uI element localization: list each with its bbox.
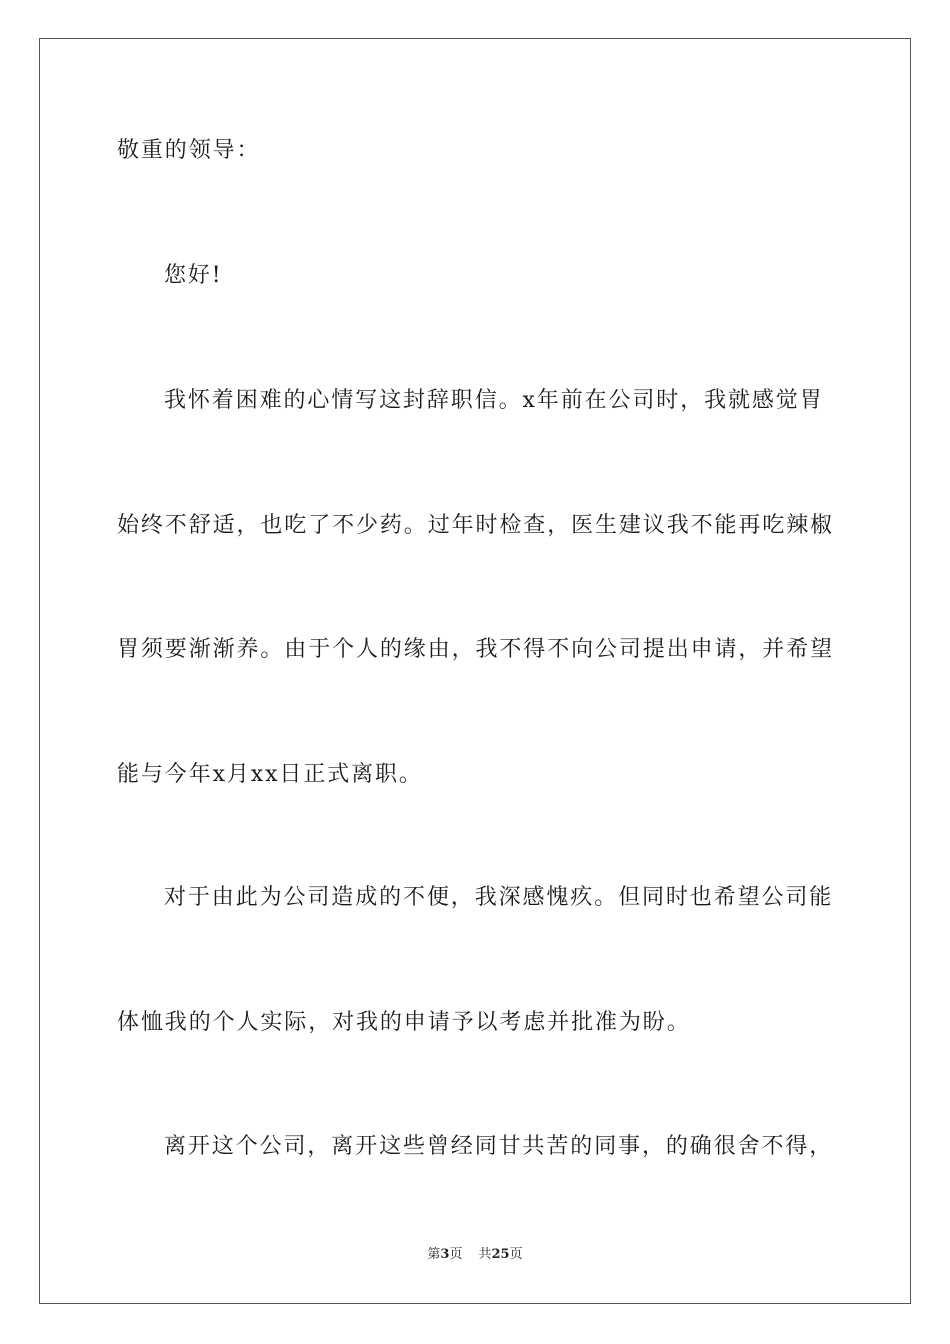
salutation: 敬重的领导： bbox=[117, 138, 261, 163]
total-prefix: 共 bbox=[478, 1247, 492, 1262]
total-pages: 25 bbox=[491, 1247, 510, 1262]
greeting: 您好! bbox=[164, 263, 223, 288]
body-line-1: 我怀着困难的心情写这封辞职信。x年前在公司时，我就感觉胃 bbox=[164, 388, 824, 413]
body-line-4: 能与今年x月xx日正式离职。 bbox=[117, 762, 423, 787]
body-line-2: 始终不舒适，也吃了不少药。过年时检查，医生建议我不能再吃辣椒 bbox=[117, 513, 835, 538]
body-line-5: 对于由此为公司造成的不便，我深感愧疚。但同时也希望公司能 bbox=[164, 885, 834, 910]
body-line-7: 离开这个公司，离开这些曾经同甘共苦的同事，的确很舍不得， bbox=[164, 1134, 834, 1159]
body-line-6: 体恤我的个人实际，对我的申请予以考虑并批准为盼。 bbox=[117, 1010, 691, 1035]
page-prefix: 第 bbox=[427, 1247, 441, 1262]
page-suffix: 页 bbox=[449, 1247, 463, 1262]
total-suffix: 页 bbox=[509, 1247, 523, 1262]
page-border bbox=[39, 38, 911, 1304]
page-number: 3 bbox=[440, 1247, 450, 1262]
body-line-3: 胃须要渐渐养。由于个人的缘由，我不得不向公司提出申请，并希望 bbox=[117, 637, 835, 662]
page-footer bbox=[0, 1246, 950, 1264]
